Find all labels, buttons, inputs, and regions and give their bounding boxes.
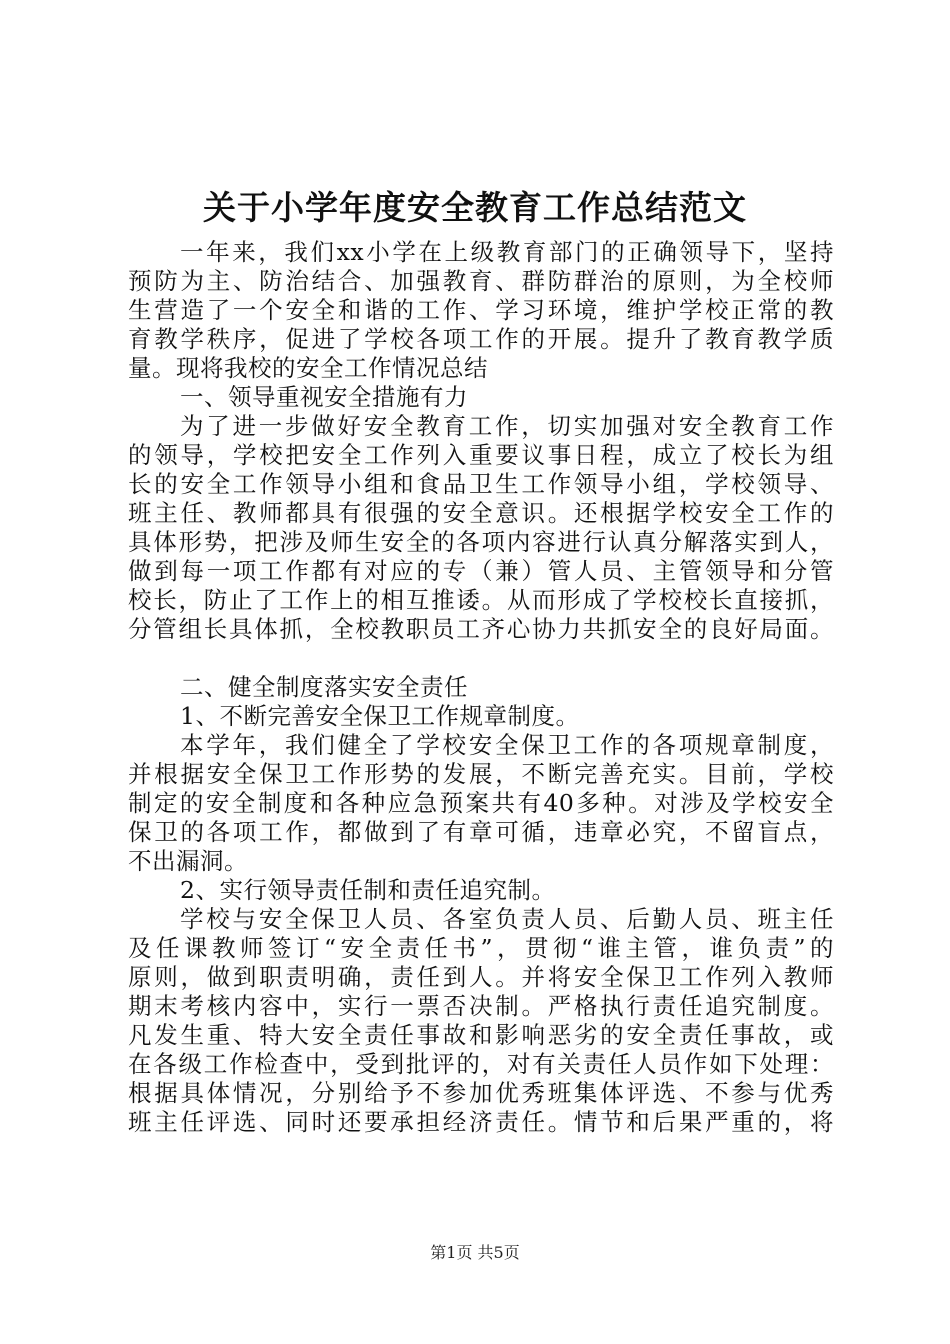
text-line: 生营造了一个安全和谐的工作、学习环境，维护学校正常的教	[128, 296, 834, 324]
text-line: 育教学秩序，促进了学校各项工作的开展。提升了教育教学质	[128, 325, 834, 353]
text-line: 保卫的各项工作，都做到了有章可循，违章必究，不留盲点，	[128, 818, 834, 846]
text-line: 量。现将我校的安全工作情况总结	[128, 354, 488, 382]
text-line: 2、实行领导责任制和责任追究制。	[180, 876, 556, 904]
text-line: 预防为主、防治结合、加强教育、群防群治的原则，为全校师	[128, 267, 834, 295]
text-line: 学校与安全保卫人员、各室负责人员、后勤人员、班主任	[180, 905, 834, 933]
document-title: 关于小学年度安全教育工作总结范文	[203, 188, 747, 227]
text-line: 二、健全制度落实安全责任	[180, 673, 468, 701]
text-line: 本学年，我们健全了学校安全保卫工作的各项规章制度，	[180, 731, 834, 759]
text-line: 做到每一项工作都有对应的专（兼）管人员、主管领导和分管	[128, 557, 834, 585]
text-line: 一年来，我们xx小学在上级教育部门的正确领导下，坚持	[180, 238, 834, 266]
blank-line	[128, 644, 834, 673]
text-line: 及任课教师签订“安全责任书”，贯彻“谁主管，谁负责”的	[128, 934, 834, 962]
text-line: 1、不断完善安全保卫工作规章制度。	[180, 702, 580, 730]
text-line: 的领导，学校把安全工作列入重要议事日程，成立了校长为组	[128, 441, 834, 469]
text-line: 期末考核内容中，实行一票否决制。严格执行责任追究制度。	[128, 992, 834, 1020]
text-line: 长的安全工作领导小组和食品卫生工作领导小组，学校领导、	[128, 470, 834, 498]
text-line: 为了进一步做好安全教育工作，切实加强对安全教育工作	[180, 412, 834, 440]
text-line: 制定的安全制度和各种应急预案共有40多种。对涉及学校安全	[128, 789, 834, 817]
text-line: 班主任、教师都具有很强的安全意识。还根据学校安全工作的	[128, 499, 834, 527]
document-body	[128, 238, 834, 1137]
text-line: 原则，做到职责明确，责任到人。并将安全保卫工作列入教师	[128, 963, 834, 991]
text-line: 在各级工作检查中，受到批评的，对有关责任人员作如下处理：	[128, 1050, 834, 1078]
text-line: 班主任评选、同时还要承担经济责任。情节和后果严重的，将	[128, 1108, 834, 1136]
text-line: 一、领导重视安全措施有力	[180, 383, 468, 411]
text-line: 并根据安全保卫工作形势的发展，不断完善充实。目前，学校	[128, 760, 834, 788]
page-footer: 第1页 共5页	[430, 1243, 520, 1262]
text-line: 凡发生重、特大安全责任事故和影响恶劣的安全责任事故，或	[128, 1021, 834, 1049]
text-line: 具体形势，把涉及师生安全的各项内容进行认真分解落实到人，	[128, 528, 834, 556]
text-line: 分管组长具体抓，全校教职员工齐心协力共抓安全的良好局面。	[128, 615, 834, 643]
text-line: 校长，防止了工作上的相互推诿。从而形成了学校校长直接抓，	[128, 586, 834, 614]
text-line: 根据具体情况，分别给予不参加优秀班集体评选、不参与优秀	[128, 1079, 834, 1107]
text-line: 不出漏洞。	[128, 847, 248, 875]
